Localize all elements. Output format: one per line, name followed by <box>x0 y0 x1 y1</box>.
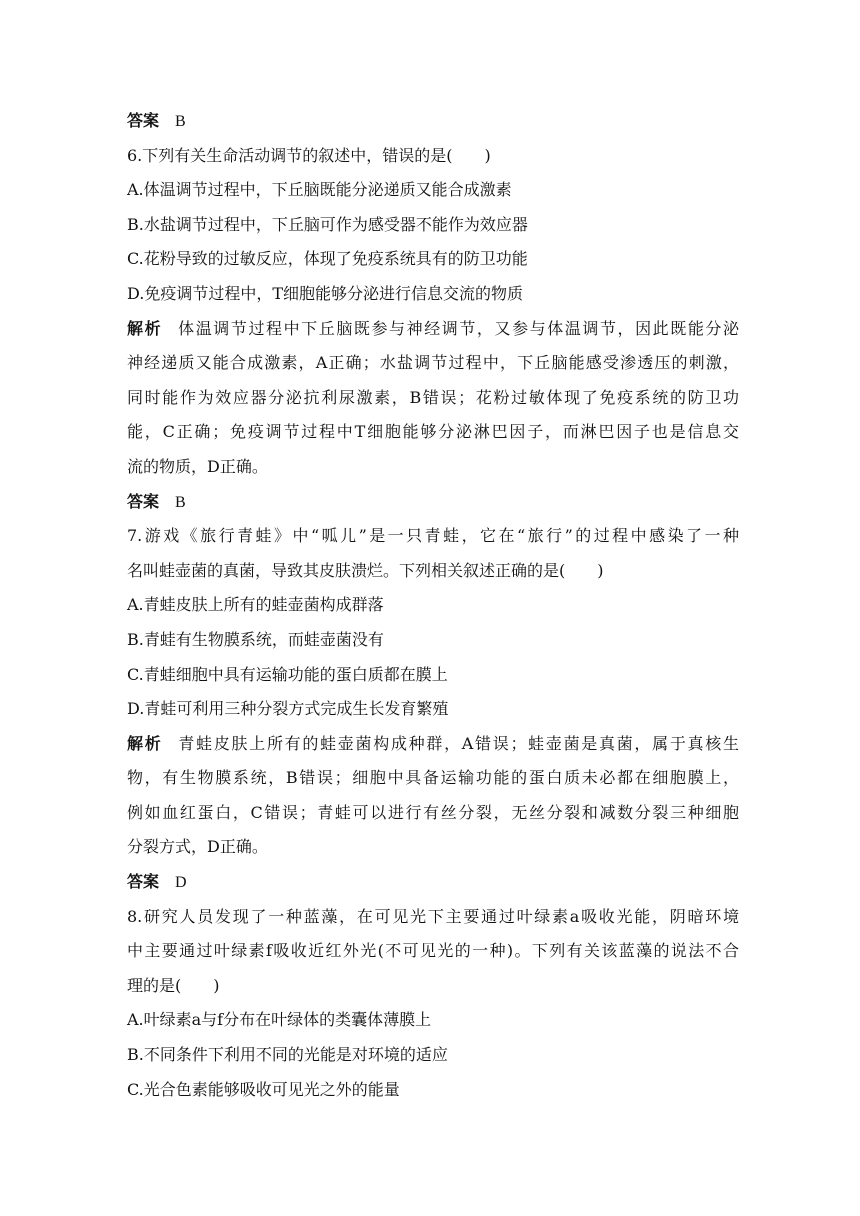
question-7-explanation-line <box>127 727 739 762</box>
answer-line <box>127 104 739 139</box>
answer-line <box>127 485 739 520</box>
question-7-option-d: D.青蛙可利用三种分裂方式完成生长发育繁殖 <box>127 699 449 719</box>
answer-value: B <box>175 113 186 130</box>
question-6-option-a: A.体温调节过程中，下丘脑既能分泌递质又能合成激素 <box>127 180 512 200</box>
answer-label: 答案 <box>127 491 160 511</box>
explanation-label: 解析 <box>127 318 163 338</box>
question-8-option-c: C.光合色素能够吸收可见光之外的能量 <box>127 1079 400 1099</box>
question-8-option-b: B.不同条件下利用不同的光能是对环境的适应 <box>127 1045 448 1065</box>
question-6-option-c: C.花粉导致的过敏反应，体现了免疫系统具有的防卫功能 <box>127 249 528 269</box>
question-8-stem: 理的是( ) <box>127 975 220 995</box>
question-6-explanation-line: 同时能作为效应器分泌抗利尿激素，B错误；花粉过敏体现了免疫系统的防卫功 <box>127 387 739 407</box>
question-7-answer-value: D <box>175 874 187 892</box>
question-6-explanation-text: 体温调节过程中下丘脑既参与神经调节，又参与体温调节，因此既能分泌 <box>178 318 739 338</box>
question-6-option-b: B.水盐调节过程中，下丘脑可作为感受器不能作为效应器 <box>127 214 528 234</box>
question-7-explanation-text: 青蛙皮肤上所有的蛙壶菌构成种群，A错误；蛙壶菌是真菌，属于真核生 <box>178 733 739 753</box>
question-7-stem: 名叫蛙壶菌的真菌，导致其皮肤溃烂。下列相关叙述正确的是( ) <box>127 560 604 580</box>
question-6-explanation-line: 流的物质，D正确。 <box>127 456 268 476</box>
question-7-option-a: A.青蛙皮肤上所有的蛙壶菌构成群落 <box>127 595 384 615</box>
question-6-option-d: D.免疫调节过程中，T细胞能够分泌进行信息交流的物质 <box>127 283 524 303</box>
question-6-stem: 6.下列有关生命活动调节的叙述中，错误的是( ) <box>127 145 491 165</box>
question-8-option-a: A.叶绿素a与f分布在叶绿体的类囊体薄膜上 <box>127 1010 432 1030</box>
question-7-explanation-line: 例如血红蛋白，C错误；青蛙可以进行有丝分裂，无丝分裂和减数分裂三种细胞 <box>127 802 739 822</box>
question-7-stem: 7.游戏《旅行青蛙》中“呱儿”是一只青蛙，它在“旅行”的过程中感染了一种 <box>127 526 739 546</box>
question-7-option-b: B.青蛙有生物膜系统，而蛙壶菌没有 <box>127 629 384 649</box>
question-7-option-c: C.青蛙细胞中具有运输功能的蛋白质都在膜上 <box>127 664 448 684</box>
question-6-explanation-line <box>127 312 739 347</box>
question-7-explanation-line: 分裂方式，D正确。 <box>127 837 268 857</box>
question-6-explanation-line: 神经递质又能合成激素，A正确；水盐调节过程中，下丘脑能感受渗透压的刺激， <box>127 353 739 373</box>
answer-label: 答案 <box>127 111 160 130</box>
explanation-label: 解析 <box>127 733 163 753</box>
question-7-explanation-line: 物，有生物膜系统，B错误；细胞中具备运输功能的蛋白质未必都在细胞膜上， <box>127 768 739 788</box>
question-6-answer-value: B <box>175 493 186 511</box>
answer-line <box>127 865 739 900</box>
question-8-stem: 8.研究人员发现了一种蓝藻，在可见光下主要通过叶绿素a吸收光能，阴暗环境 <box>127 906 739 926</box>
answer-label: 答案 <box>127 872 160 892</box>
document-page <box>127 104 739 1107</box>
question-6-explanation-line: 能，C正确；免疫调节过程中T细胞能够分泌淋巴因子，而淋巴因子也是信息交 <box>127 422 739 442</box>
question-8-stem: 中主要通过叶绿素f吸收近红外光(不可见光的一种)。下列有关该蓝藻的说法不合 <box>127 941 739 961</box>
